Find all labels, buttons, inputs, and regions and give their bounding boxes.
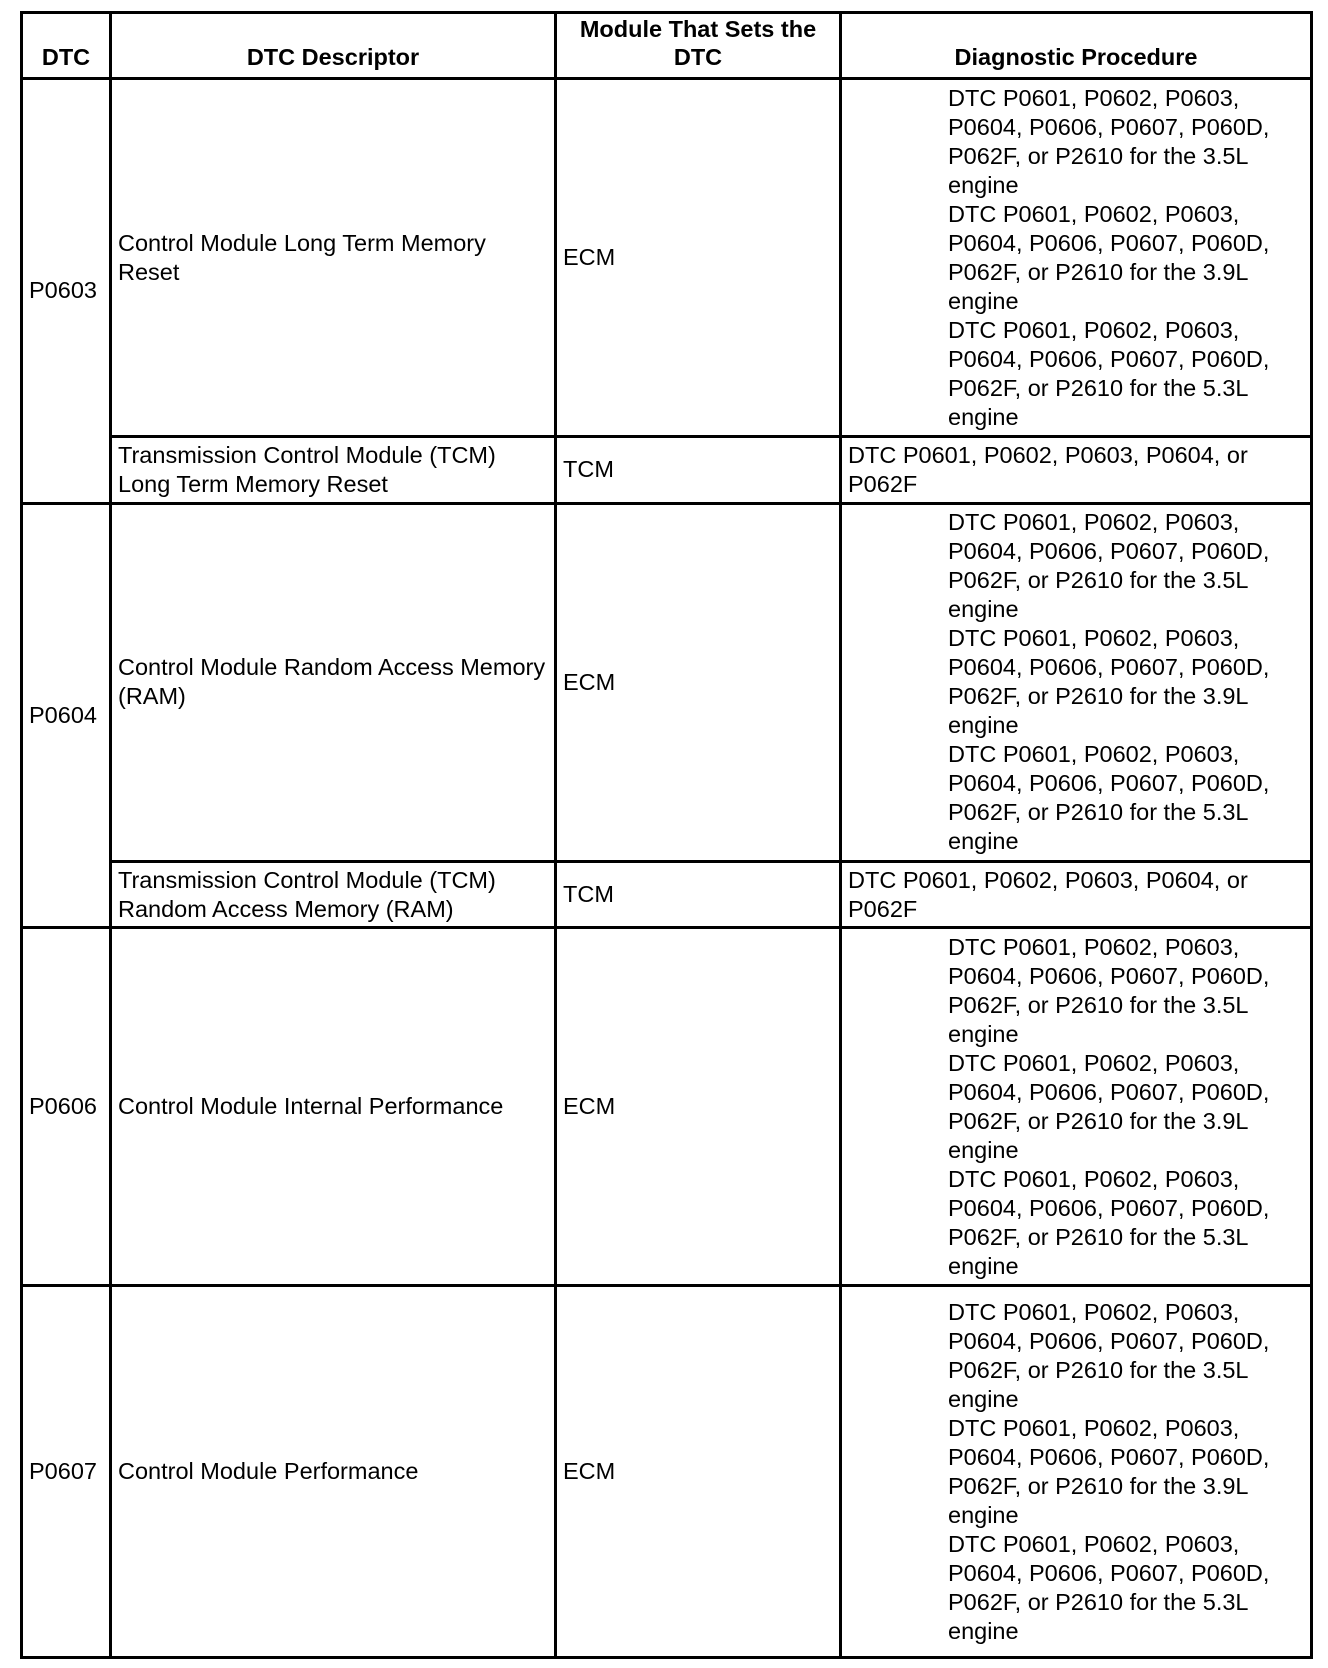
procedure-link[interactable]: DTC P0601, P0602, P0603, P0604, or P062F [848,441,1248,497]
table-row [22,928,1312,1286]
dtc-descriptor: Transmission Control Module (TCM) Random Access Memory (RAM) [111,861,556,927]
diagnostic-procedure [841,437,1312,503]
module-name: ECM [556,79,841,437]
diagnostic-procedure [841,1286,1312,1658]
diagnostic-procedure [841,79,1312,437]
procedure-link[interactable]: DTC P0601, P0602, P0603, P0604, P0606, P0607, P060D, P062F, or P2610 for the 3.9L engine [948,1049,1270,1163]
procedure-link[interactable]: DTC P0601, P0602, P0603, P0604, P0606, P0607, P060D, P062F, or P2610 for the 3.5L engine [948,84,1270,198]
header-procedure: Diagnostic Procedure [841,13,1312,79]
dtc-descriptor: Control Module Internal Performance [111,928,556,1286]
diagnostic-procedure [841,503,1312,861]
dtc-descriptor: Transmission Control Module (TCM) Long Term Memory Reset [111,437,556,503]
procedure-link[interactable]: DTC P0601, P0602, P0603, P0604, P0606, P0607, P060D, P062F, or P2610 for the 5.3L engine [948,1165,1270,1279]
header-row [22,13,1312,79]
procedure-link[interactable]: DTC P0601, P0602, P0603, P0604, P0606, P0607, P060D, P062F, or P2610 for the 3.5L engine [948,933,1270,1047]
dtc-code: P0606 [22,928,111,1286]
dtc-descriptor: Control Module Random Access Memory (RAM) [111,503,556,861]
header-dtc: DTC [22,13,111,79]
procedure-link[interactable]: DTC P0601, P0602, P0603, P0604, or P062F [848,866,1248,922]
procedure-link[interactable]: DTC P0601, P0602, P0603, P0604, P0606, P0607, P060D, P062F, or P2610 for the 5.3L engine [948,741,1270,855]
dtc-table [20,11,1313,1659]
diagnostic-procedure [841,928,1312,1286]
dtc-code: P0607 [22,1286,111,1658]
dtc-descriptor: Control Module Performance [111,1286,556,1658]
procedure-link[interactable]: DTC P0601, P0602, P0603, P0604, P0606, P0607, P060D, P062F, or P2610 for the 3.9L engine [948,1414,1270,1528]
table-row [22,1286,1312,1658]
procedure-link[interactable]: DTC P0601, P0602, P0603, P0604, P0606, P0607, P060D, P062F, or P2610 for the 5.3L engine [948,1530,1270,1644]
table-row [22,79,1312,437]
dtc-code: P0603 [22,79,111,504]
procedure-link[interactable]: DTC P0601, P0602, P0603, P0604, P0606, P0607, P060D, P062F, or P2610 for the 5.3L engine [948,316,1270,430]
module-name: TCM [556,861,841,927]
table-row [22,437,1312,503]
header-descriptor: DTC Descriptor [111,13,556,79]
procedure-link[interactable]: DTC P0601, P0602, P0603, P0604, P0606, P0607, P060D, P062F, or P2610 for the 3.5L engine [948,1298,1270,1412]
table-row [22,861,1312,927]
module-name: TCM [556,437,841,503]
diagnostic-procedure [841,861,1312,927]
procedure-link[interactable]: DTC P0601, P0602, P0603, P0604, P0606, P0607, P060D, P062F, or P2610 for the 3.9L engine [948,200,1270,314]
module-name: ECM [556,928,841,1286]
header-module: Module That Sets the DTC [556,13,841,79]
module-name: ECM [556,503,841,861]
dtc-descriptor: Control Module Long Term Memory Reset [111,79,556,437]
module-name: ECM [556,1286,841,1658]
procedure-link[interactable]: DTC P0601, P0602, P0603, P0604, P0606, P0607, P060D, P062F, or P2610 for the 3.5L engine [948,509,1270,623]
procedure-link[interactable]: DTC P0601, P0602, P0603, P0604, P0606, P0607, P060D, P062F, or P2610 for the 3.9L engine [948,625,1270,739]
table-row [22,503,1312,861]
dtc-code: P0604 [22,503,111,928]
